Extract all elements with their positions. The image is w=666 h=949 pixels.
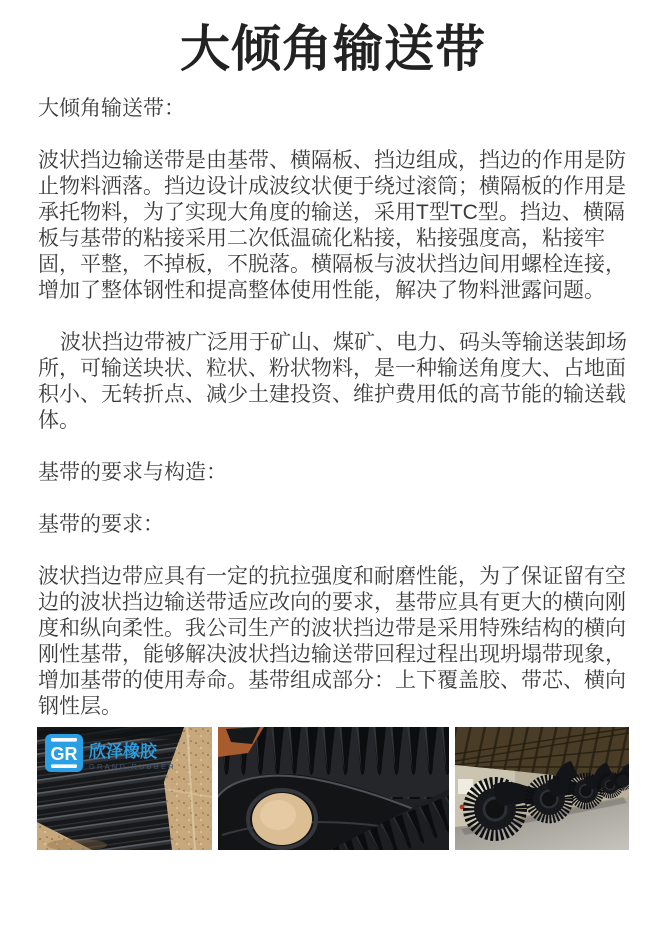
product-photo-corrugated-sheets (37, 727, 212, 850)
heading-base-belt-requirements: 基带的要求： (38, 513, 164, 536)
paragraph-intro-label: 大倾角输送带： (38, 97, 185, 120)
product-photo-warehouse-rolls (455, 727, 629, 850)
page-title-text: 大倾角输送带 (180, 21, 486, 77)
logo-monogram: GR (50, 744, 78, 764)
paragraph-base-belt-detail: 波状挡边带应具有一定的抗拉强度和耐磨性能，为了保证留有空边的波状挡边输送带适应改向的要求，基带应具有更大的横向刚度和纵向柔性。我公司生产的波状挡边带是采用特殊结构的横向刚性基带，能够解决波状挡边输送带回程过程出现坍塌带现象，增加基带的使用寿命。基带组成部分：上下覆盖胶、带芯、横向钢性层。 (38, 565, 626, 718)
logo-brand-cn: 欣泽橡胶 (89, 742, 157, 761)
logo-brand-en: GRAND RUBBER (89, 762, 176, 771)
paragraph-composition: 波状挡边输送带是由基带、横隔板、挡边组成，挡边的作用是防止物料洒落。挡边设计成波纹状便于绕过滚筒；横隔板的作用是承托物料，为了实现大角度的输送，采用T型TC型。挡边、横隔板与基带的粘接采用二次低温硫化粘接，粘接强度高，粘接牢固，平整，不掉板，不脱落。横隔板与波状挡边间用螺栓连接，增加了整体钢性和提高整体使用性能，解决了物料泄露问题。 (38, 149, 626, 302)
paragraph-applications: 波状挡边带被广泛用于矿山、煤矿、电力、码头等输送装卸场所，可输送块状、粒状、粉状物料，是一种输送角度大、占地面积小、无转折点、减少土建投资、维护费用低的高节能的输送载体。 (38, 331, 628, 432)
article-body (0, 96, 666, 720)
product-photo-belt-loop-closeup (218, 727, 449, 850)
heading-base-belt-requirements-structure: 基带的要求与构造： (38, 461, 227, 484)
page-title (0, 19, 666, 79)
product-image-gallery (0, 727, 666, 850)
